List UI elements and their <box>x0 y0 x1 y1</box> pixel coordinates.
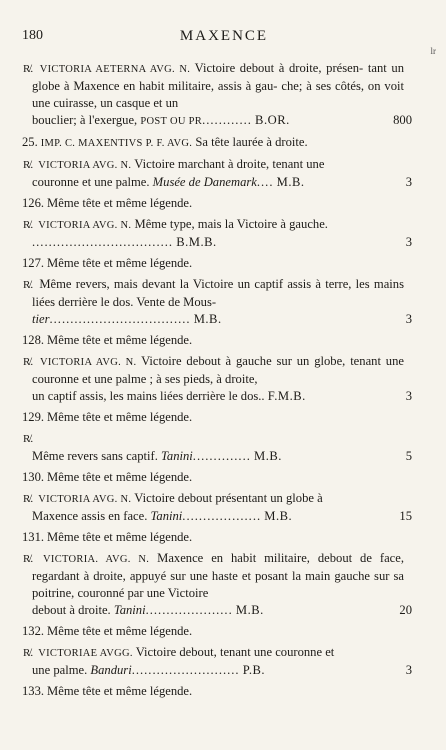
entry-number: 126. <box>22 196 45 210</box>
leader-dots: .................................. <box>49 312 191 326</box>
entry-final-line <box>32 174 412 191</box>
metal-module: B.M.B. <box>176 235 217 249</box>
entry-final-line <box>32 234 412 251</box>
description-line: main gauche sur sa poitrine, couronné par une Victoire <box>32 569 405 600</box>
entry-heading <box>22 255 404 272</box>
entry-number: 133. <box>22 684 45 698</box>
reverse-description <box>22 156 412 191</box>
entry-text: Même tête et même légende. <box>47 196 193 210</box>
leader-dots: ................... <box>182 509 262 523</box>
legend-text: VICTORIAE AVGG. <box>38 648 133 659</box>
entry-final-line <box>32 311 412 328</box>
description-line: tenant une couronne et une palme ; à ses pieds, à droite, <box>32 354 404 386</box>
page-title: MAXENCE <box>179 28 269 44</box>
entry-text: Même tête et même légende. <box>47 624 193 638</box>
metal-module: F.M.B. <box>267 389 306 403</box>
entry-heading <box>22 529 404 546</box>
entry-text: Même tête et même légende. <box>47 410 193 424</box>
leader-dots: .............. <box>192 449 251 463</box>
description-line: Victoire debout à gauche sur un globe, <box>141 354 346 368</box>
page-number: 180 <box>22 28 43 43</box>
entry-text: Même tête et même légende. <box>47 333 193 347</box>
price-value: 3 <box>405 663 412 677</box>
metal-module: M.B. <box>276 175 305 189</box>
price-value: 15 <box>399 509 412 523</box>
page-header <box>22 28 426 48</box>
reverse-symbol: R̸. <box>23 553 34 565</box>
reverse-symbol: R̸. <box>23 433 34 445</box>
description-line: Victoire debout, tenant une couronne et <box>135 645 335 659</box>
reverse-symbol: R̸. <box>23 356 34 368</box>
reverse-description <box>22 353 412 405</box>
entry-heading <box>22 469 404 486</box>
source-reference: Musée de Danemark <box>152 175 257 189</box>
leader-dots: .......................... <box>131 663 240 677</box>
entry-final-line <box>32 602 412 619</box>
entry-heading <box>22 134 404 152</box>
metal-module: M.B. <box>264 509 293 523</box>
reverse-description <box>22 216 412 251</box>
entry-final-line <box>32 508 412 525</box>
entry-heading <box>22 683 404 700</box>
description-line: Même revers, mais devant la Victoire un captif assis <box>39 277 312 291</box>
corner-mark: lr <box>430 46 436 56</box>
legend-text: VICTORIA AVG. N. <box>38 160 132 171</box>
price-value: 800 <box>393 113 412 127</box>
metal-module: M.B. <box>193 312 222 326</box>
price-value: 3 <box>405 235 412 249</box>
reverse-symbol: R̸. <box>23 493 34 505</box>
description-line: une palme. <box>32 663 88 677</box>
source-reference: Banduri <box>90 663 132 677</box>
description-line: Victoire debout présentant un globe à <box>134 491 323 505</box>
legend-text: VICTORIA AETERNA AVG. N. <box>39 64 191 75</box>
reverse-symbol: R̸. <box>23 647 34 659</box>
reverse-symbol: R̸. <box>23 279 34 291</box>
reverse-symbol: R̸. <box>23 63 34 75</box>
description-line: Maxence assis en face. <box>32 509 148 523</box>
reverse-description <box>22 60 412 130</box>
metal-module: B.OR. <box>255 113 290 127</box>
description-line: à terre, les mains liées derrière le dos. Vente de Mous- <box>32 277 404 309</box>
source-reference: Tanini <box>150 509 183 523</box>
metal-module: M.B. <box>254 449 282 463</box>
legend-text: VICTORIA. AVG. N. <box>43 554 150 565</box>
leader-dots: ............ <box>202 113 252 127</box>
entry-heading <box>22 195 404 212</box>
price-value: 3 <box>405 175 412 189</box>
entry-text: Sa tête laurée à droite. <box>195 135 308 149</box>
description-line: face, regardant à droite, appuyé sur une haste et posant la <box>32 551 405 583</box>
description-line: Victoire marchant à droite, tenant une <box>134 157 325 171</box>
entry-final-line <box>32 662 412 679</box>
price-value: 3 <box>405 312 412 326</box>
description-line: Même revers sans captif. <box>32 449 158 463</box>
leader-dots: .................................. <box>32 235 174 249</box>
description-line: debout à droite. <box>32 603 111 617</box>
description-line: Maxence en habit militaire, debout de <box>157 551 372 565</box>
entry-number: 132. <box>22 624 45 638</box>
price-value: 5 <box>405 449 412 463</box>
metal-module: M.B. <box>235 603 264 617</box>
reverse-description <box>22 644 412 679</box>
description-line: couronne et une palme. <box>32 175 150 189</box>
entry-number: 128. <box>22 333 45 347</box>
description-line: Victoire debout à droite, présen- <box>194 61 364 75</box>
legend-text: VICTORIA AVG. N. <box>39 357 137 368</box>
entry-text: Même tête et même légende. <box>47 530 193 544</box>
entry-heading <box>22 623 404 640</box>
source-reference: Tanini <box>113 603 146 617</box>
entry-text: Même tête et même légende. <box>47 470 193 484</box>
entry-final-line <box>32 448 412 465</box>
reverse-description <box>22 430 412 465</box>
metal-module: P.B. <box>242 663 266 677</box>
reverse-description <box>22 550 412 619</box>
entry-number: 129. <box>22 410 45 424</box>
entry-final-line <box>32 388 412 405</box>
price-value: 20 <box>399 603 412 617</box>
legend-text: IMP. C. MAXENTIVS P. F. AVG. <box>40 138 193 149</box>
entry-text: Même tête et même légende. <box>47 684 193 698</box>
entry-final-line <box>32 112 412 130</box>
entry-number: 127. <box>22 256 45 270</box>
legend-text: VICTORIA AVG. N. <box>38 220 132 231</box>
description-line: un captif assis, les mains liées derrière le dos.. <box>32 389 265 403</box>
legend-text: VICTORIA AVG. N. <box>38 494 132 505</box>
reverse-description <box>22 490 412 525</box>
description-line: che; à ses côtés, on voit une cuirasse, un casque et un <box>32 79 404 110</box>
entry-number: 131. <box>22 530 45 544</box>
leader-dots: ..................... <box>145 603 233 617</box>
entry-heading <box>22 332 404 349</box>
entry-number: 130. <box>22 470 45 484</box>
source-reference: Tanini <box>161 449 193 463</box>
reverse-symbol: R̸. <box>23 219 34 231</box>
catalogue-entries <box>22 60 412 704</box>
source-reference: tier <box>32 312 50 326</box>
description-line: bouclier; à l'exergue, <box>32 113 138 127</box>
entry-heading <box>22 409 404 426</box>
reverse-symbol: R̸. <box>23 159 34 171</box>
description-line: Même type, mais la Victoire à gauche. <box>134 217 328 231</box>
entry-number: 25. <box>22 135 38 149</box>
description-line: tant un globe à Maxence en habit militaire, assis à gau- <box>32 61 405 93</box>
exergue-text: POST OU PR <box>140 116 203 127</box>
leader-dots: .... <box>256 175 274 189</box>
entry-text: Même tête et même légende. <box>47 256 193 270</box>
price-value: 3 <box>405 389 412 403</box>
reverse-description <box>22 276 412 328</box>
